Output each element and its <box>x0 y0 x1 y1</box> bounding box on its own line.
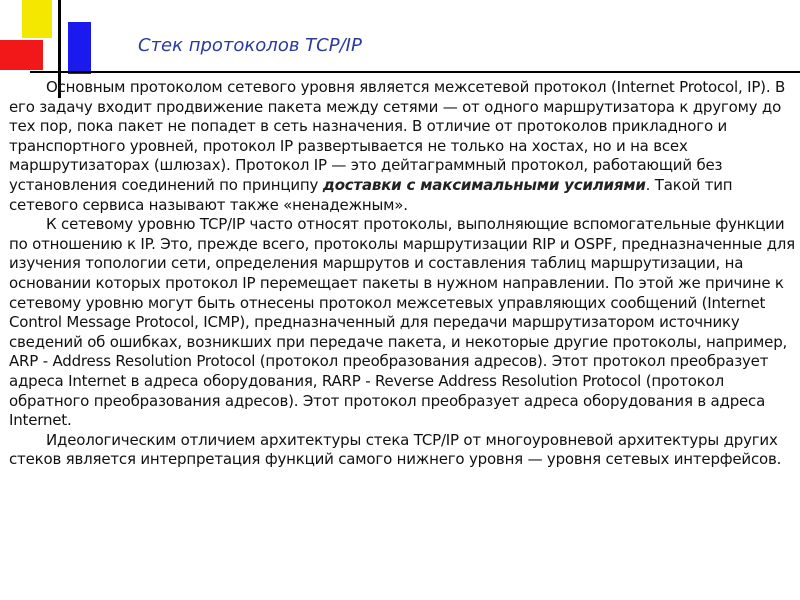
slide-body <box>9 78 797 470</box>
decorative-blue-block <box>68 22 91 74</box>
paragraph-2: К сетевому уровню TCP/IP часто относят протоколы, выполняющие вспомогательные функции по отношению к IP. Это, прежде всего, протоколы маршрутизации RIP и OSPF, предназначенные для изучения топологии сети, определения маршрутов и составления таблиц маршрутизации, на основании которых протокол IP перемещает пакеты в нужном направлении. По этой же причине к сетевому уровню могут быть отнесены протокол межсетевых управляющих сообщений (Internet Control Message Protocol, ICMP), предназначенный для передачи маршрутизатором источнику сведений об ошибках, возникших при передаче пакета, и некоторые другие протоколы, например, ARP - Address Resolution Protocol (протокол преобразования адресов). Этот протокол преобразует адреса Internet в адреса оборудования, RARP - Reverse Address Resolution Protocol (протокол обратного преобразования адресов). Этот протокол преобразует адреса оборудования в адреса Internet. <box>9 215 796 430</box>
decorative-yellow-block <box>22 0 52 38</box>
slide-title: Стек протоколов TCP/IP <box>138 35 362 56</box>
decorative-red-block <box>0 40 43 70</box>
paragraph-1-text-end: . Такой тип сетевого сервиса называют также «ненадежным». <box>9 175 733 214</box>
decorative-horizontal-line <box>30 71 800 73</box>
paragraph-1-emphasis: доставки с максимальными усилиями <box>322 175 646 194</box>
paragraph-3: Идеологическим отличием архитектуры стека TCP/IP от многоуровневой архитектуры других стеков является интерпретация функций самого нижнего уровня — уровня сетевых интерфейсов. <box>9 430 782 469</box>
paragraph-1-text: Основным протоколом сетевого уровня является межсетевой протокол (Internet Protocol, IP). В его задачу входит продвижение пакета между сетями — от одного маршрутизатора к другому до тех пор, пока пакет не попадет в сеть назначения. В отличие от протоколов прикладного и транспортного уровней, протокол IP развертывается не только на хостах, но и на всех маршрутизаторах (шлюзах). Протокол IP — это дейтаграммный протокол, работающий без установления соединений по принципу <box>9 78 786 194</box>
paragraph-1 <box>9 78 797 215</box>
